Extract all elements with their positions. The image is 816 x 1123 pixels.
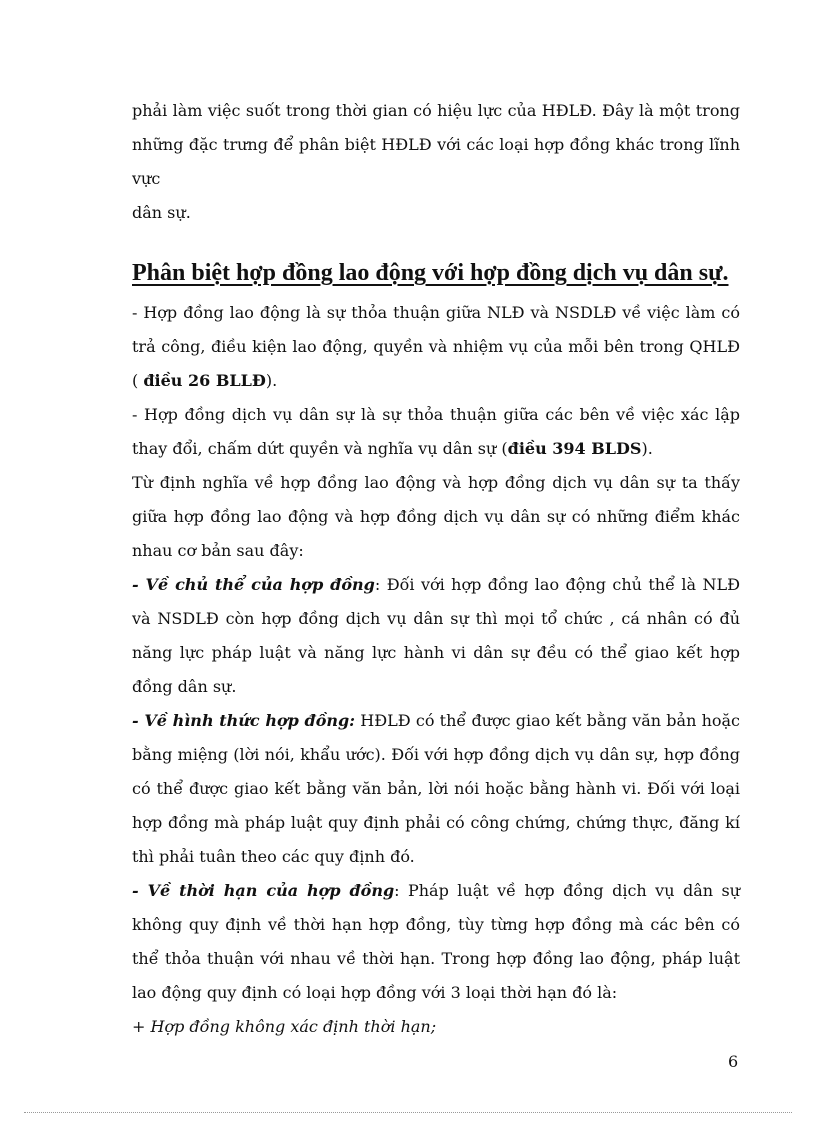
footer-divider	[24, 1112, 792, 1113]
paragraph-civil-contract: - Hợp đồng dịch vụ dân sự là sự thỏa thuận giữa các bên về việc xác lập thay đổi, chấm dứt quyền và nghĩa vụ dân sự (điều 394 BLDS).	[132, 405, 740, 458]
legal-reference: điều 26 BLLĐ	[143, 371, 266, 390]
topic-label: - Về hình thức hợp đồng:	[132, 711, 356, 730]
section-heading: Phân biệt hợp đồng lao động với hợp đồng dịch vụ dân sự.	[132, 260, 729, 286]
paragraph-comparison: Từ định nghĩa về hợp đồng lao động và hợp đồng dịch vụ dân sự ta thấy giữa hợp đồng lao động và hợp đồng dịch vụ dân sự có những điểm khác nhau cơ bản sau đây:	[132, 473, 740, 560]
paragraph-subject: - Về chủ thể của hợp đồng: Đối với hợp đồng lao động chủ thể là NLĐ và NSDLĐ còn hợp đồng dịch vụ dân sự thì mọi tổ chức , cá nhân có đủ năng lực pháp luật và năng lực hành vi dân sự đều có thể giao kết hợp đồng dân sự.	[132, 575, 741, 696]
legal-reference: điều 394 BLDS	[507, 439, 642, 458]
paragraph-labor-contract: - Hợp đồng lao động là sự thỏa thuận giữa NLĐ và NSDLĐ về việc làm có trả công, điều kiện lao động, quyền và nhiệm vụ của mỗi bên trong QHLĐ ( điều 26 BLLĐ).	[132, 303, 740, 390]
paragraph-form: - Về hình thức hợp đồng: HĐLĐ có thể được giao kết bằng văn bản hoặc bằng miệng (lời nói, khẩu ước). Đối với hợp đồng dịch vụ dân sự, hợp đồng có thể được giao kết bằng văn bản, lời nói hoặc bằng hành vi. Đối với loại hợp đồng mà pháp luật quy định phải có công chứng, chứng thực, đăng kí thì phải tuân theo các quy định đó.	[132, 711, 740, 866]
topic-label: - Về thời hạn của hợp đồng	[132, 881, 395, 900]
page-number: 6	[728, 1052, 739, 1071]
topic-label: - Về chủ thể của hợp đồng	[132, 575, 375, 594]
intro-line-1: phải làm việc suốt trong thời gian có hiệu lực của HĐLĐ. Đây là một trong	[132, 101, 740, 120]
paragraph-term: - Về thời hạn của hợp đồng: Pháp luật về hợp đồng dịch vụ dân sự không quy định về thời hạn hợp đồng, tùy từng hợp đồng mà các bên có thể thỏa thuận với nhau về thời hạn. Trong hợp đồng lao động, pháp luật lao động quy định có loại hợp đồng với 3 loại thời hạn đó là:	[132, 881, 740, 1002]
intro-line-3: dân sự.	[132, 203, 191, 222]
intro-line-2: những đặc trưng để phân biệt HĐLĐ với các loại hợp đồng khác trong lĩnh vực	[132, 135, 740, 188]
list-item-indefinite-term: + Hợp đồng không xác định thời hạn;	[132, 1017, 437, 1036]
document-page	[132, 94, 740, 1044]
